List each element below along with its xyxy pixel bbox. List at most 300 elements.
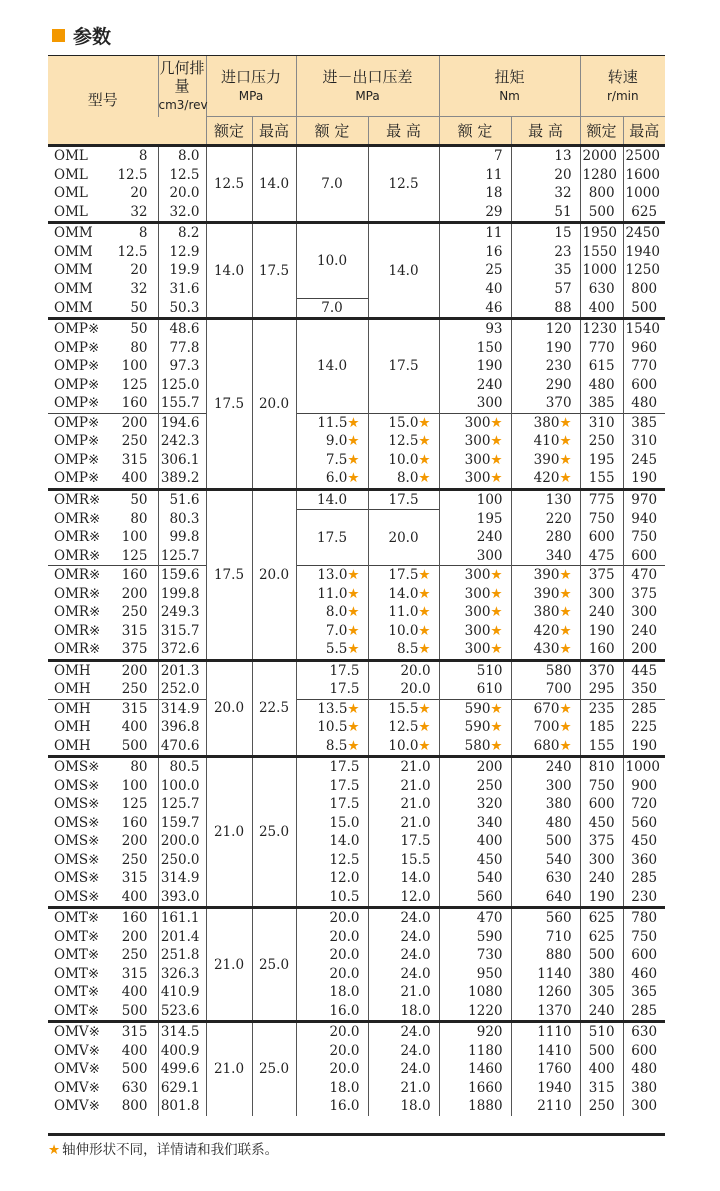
inlet-max: 最高 — [252, 117, 296, 146]
torque-rated-cell: 300★ — [439, 566, 511, 585]
model-cell: OMR※ 100 — [54, 529, 148, 546]
star-icon: ★ — [490, 604, 503, 621]
torque-max-cell: 380★ — [511, 413, 580, 432]
diff-max-cell: 10.0★ — [368, 451, 439, 470]
table-row — [48, 983, 665, 1002]
star-icon: ★ — [490, 585, 503, 602]
displacement-cell: 200.0 — [158, 832, 206, 851]
speed-rated-cell: 1550 — [580, 243, 623, 262]
inlet-rated-cell: 21.0 — [206, 908, 252, 1022]
torque-rated-cell: 400 — [439, 832, 511, 851]
diff-rated-cell: 17.5 — [296, 795, 368, 814]
speed-max-cell: 630 — [623, 1022, 665, 1042]
displacement-cell: 125.0 — [158, 376, 206, 395]
speed-max-cell: 750 — [623, 528, 665, 547]
diff-rated-cell: 20.0 — [296, 946, 368, 965]
speed-max-cell: 560 — [623, 814, 665, 833]
torque-max-cell: 480 — [511, 814, 580, 833]
displacement-cell: 32.0 — [158, 203, 206, 223]
speed-max-cell: 285 — [623, 869, 665, 888]
star-icon: ★ — [559, 585, 572, 602]
table-row — [48, 469, 665, 489]
torque-rated-cell: 730 — [439, 946, 511, 965]
diff-max-cell: 24.0 — [368, 1060, 439, 1079]
inlet-rated-cell: 17.5 — [206, 319, 252, 490]
speed-rated-cell: 370 — [580, 660, 623, 680]
torque-rated-cell: 190 — [439, 357, 511, 376]
star-icon: ★ — [559, 641, 572, 658]
speed-rated-cell: 185 — [580, 718, 623, 737]
model-cell: OMS※ 200 — [54, 833, 148, 850]
diff-rated-cell: 11.5★ — [296, 413, 368, 432]
speed-rated-cell: 250 — [580, 432, 623, 451]
inlet-max-cell: 22.5 — [252, 660, 296, 757]
model-cell: OMP※ 80 — [54, 339, 148, 356]
diff-rated-cell: 10.5 — [296, 888, 368, 908]
displacement-cell: 50.3 — [158, 298, 206, 319]
torque-max-cell: 190 — [511, 339, 580, 358]
speed-rated-cell: 235 — [580, 699, 623, 718]
speed-max-cell: 2500 — [623, 146, 665, 166]
diff-max-cell: 21.0 — [368, 814, 439, 833]
diff-max-cell: 17.5★ — [368, 566, 439, 585]
diff-max-cell: 14.0★ — [368, 585, 439, 604]
table-bottom-rule — [48, 1133, 665, 1136]
displacement-cell: 194.6 — [158, 413, 206, 432]
inlet-max-cell: 20.0 — [252, 319, 296, 490]
inlet-rated-cell: 17.5 — [206, 489, 252, 660]
speed-rated-cell: 510 — [580, 1022, 623, 1042]
speed-max-cell: 1940 — [623, 243, 665, 262]
diff-rated-cell: 18.0 — [296, 983, 368, 1002]
model-cell: OMV※ 500 — [54, 1061, 148, 1078]
model-cell: OMV※ 400 — [54, 1042, 148, 1059]
torque-max-cell: 680★ — [511, 737, 580, 757]
model-cell: OMP※ 50 — [48, 319, 158, 339]
table-row — [48, 1060, 665, 1079]
displacement-cell: 249.3 — [158, 603, 206, 622]
torque-rated-cell: 1220 — [439, 1002, 511, 1022]
speed-rated-cell: 770 — [580, 339, 623, 358]
table-row — [48, 1097, 665, 1116]
torque-max-cell: 120 — [511, 319, 580, 339]
model-cell: OMM 8 — [48, 223, 158, 243]
torque-rated-cell: 300★ — [439, 469, 511, 489]
diff-rated-cell: 8.5★ — [296, 737, 368, 757]
torque-max-cell: 640 — [511, 888, 580, 908]
star-icon: ★ — [559, 604, 572, 621]
diff-rated-cell: 20.0 — [296, 965, 368, 984]
displacement-cell: 314.9 — [158, 699, 206, 718]
speed-max-cell: 470 — [623, 566, 665, 585]
footnote-text: 轴伸形状不同，详情请和我们联系。 — [62, 1142, 279, 1158]
torque-rated-cell: 300 — [439, 547, 511, 566]
torque-rated-cell: 1460 — [439, 1060, 511, 1079]
star-icon: ★ — [559, 433, 572, 450]
diff-max-cell: 15.5★ — [368, 699, 439, 718]
table-row — [48, 622, 665, 641]
model-cell: OMP※ 250 — [54, 433, 148, 450]
speed-max-cell: 1250 — [623, 261, 665, 280]
torque-max-cell: 390★ — [511, 451, 580, 470]
torque-max-cell: 1370 — [511, 1002, 580, 1022]
table-row — [48, 699, 665, 718]
model-cell: OMH 500 — [54, 737, 148, 754]
table-body — [48, 146, 665, 1116]
speed-rated-cell: 400 — [580, 298, 623, 319]
speed-max-cell: 900 — [623, 777, 665, 796]
torque-max-cell: 15 — [511, 223, 580, 243]
speed-max-cell: 970 — [623, 489, 665, 510]
diff-max-cell: 21.0 — [368, 777, 439, 796]
speed-max-cell: 380 — [623, 1079, 665, 1098]
torque-rated-cell: 560 — [439, 888, 511, 908]
table-row — [48, 832, 665, 851]
diff-max-cell: 12.0 — [368, 888, 439, 908]
inlet-max-cell: 20.0 — [252, 489, 296, 660]
speed-max-cell: 310 — [623, 432, 665, 451]
model-cell: OML 32 — [54, 203, 148, 220]
star-icon: ★ — [347, 451, 360, 468]
torque-rated-cell: 610 — [439, 680, 511, 699]
model-cell: OMV※ 315 — [48, 1022, 158, 1042]
torque-rated-cell: 240 — [439, 376, 511, 395]
diff-rated-cell: 14.0 — [296, 319, 368, 414]
torque-max-cell: 370 — [511, 394, 580, 413]
torque-rated-cell: 590 — [439, 928, 511, 947]
col-torque: 扭矩 Nm — [439, 56, 580, 117]
diff-rated-cell: 5.5★ — [296, 640, 368, 660]
torque-rated-cell: 250 — [439, 777, 511, 796]
speed-max-cell: 500 — [623, 298, 665, 319]
torque-rated-cell: 540 — [439, 869, 511, 888]
table-row — [48, 737, 665, 757]
displacement-cell: 97.3 — [158, 357, 206, 376]
footnote — [48, 1138, 278, 1158]
speed-rated-cell: 500 — [580, 1042, 623, 1061]
diff-max-cell: 14.0 — [368, 869, 439, 888]
table-row — [48, 223, 665, 243]
torque-max-cell: 560 — [511, 908, 580, 928]
speed-max-cell: 600 — [623, 547, 665, 566]
star-icon: ★ — [559, 700, 572, 717]
star-icon: ★ — [347, 700, 360, 717]
displacement-cell: 629.1 — [158, 1079, 206, 1098]
diff-rated-cell: 13.5★ — [296, 699, 368, 718]
torque-rated-cell: 300★ — [439, 413, 511, 432]
table-row — [48, 640, 665, 660]
model-cell: OMT※ 200 — [54, 928, 148, 945]
torque-max-cell: 2110 — [511, 1097, 580, 1116]
displacement-cell: 326.3 — [158, 965, 206, 984]
diff-rated-cell: 16.0 — [296, 1097, 368, 1116]
speed-rated-cell: 160 — [580, 640, 623, 660]
star-icon: ★ — [347, 737, 360, 754]
diff-max-cell: 18.0 — [368, 1002, 439, 1022]
speed-rated-cell: 630 — [580, 280, 623, 299]
torque-max-cell: 290 — [511, 376, 580, 395]
star-icon: ★ — [559, 567, 572, 584]
torque-max-cell: 630 — [511, 869, 580, 888]
star-icon: ★ — [490, 719, 503, 736]
torque-max-cell: 230 — [511, 357, 580, 376]
speed-max-cell: 780 — [623, 908, 665, 928]
speed-max-cell: 1000 — [623, 184, 665, 203]
torque-rated-cell: 100 — [439, 489, 511, 510]
model-cell: OMP※ 200 — [48, 413, 158, 432]
star-icon: ★ — [418, 604, 431, 621]
torque-max-cell: 390★ — [511, 585, 580, 604]
torque-rated-cell: 320 — [439, 795, 511, 814]
diff-rated-cell: 17.5 — [296, 757, 368, 777]
model-cell: OMS※ 100 — [54, 777, 148, 794]
diff-max-cell: 21.0 — [368, 757, 439, 777]
displacement-cell: 306.1 — [158, 451, 206, 470]
displacement-cell: 31.6 — [158, 280, 206, 299]
displacement-cell: 252.0 — [158, 680, 206, 699]
star-icon: ★ — [490, 737, 503, 754]
displacement-unit: cm3/rev — [158, 98, 208, 113]
star-icon: ★ — [559, 622, 572, 639]
table-row — [48, 298, 665, 319]
speed-rated-cell: 295 — [580, 680, 623, 699]
model-cell: OMR※ 160 — [48, 566, 158, 585]
diff-max-cell: 24.0 — [368, 965, 439, 984]
star-icon: ★ — [559, 414, 572, 431]
torque-rated-cell: 300★ — [439, 622, 511, 641]
diff-max-cell: 24.0 — [368, 908, 439, 928]
torque-rated-cell: 580★ — [439, 737, 511, 757]
star-icon: ★ — [347, 641, 360, 658]
diff-rated-cell: 20.0 — [296, 928, 368, 947]
diff-max-cell: 12.5★ — [368, 432, 439, 451]
table-row — [48, 680, 665, 699]
speed-max-cell: 200 — [623, 640, 665, 660]
speed-max-cell: 285 — [623, 699, 665, 718]
diff-rated-cell: 7.0 — [296, 298, 368, 319]
table-row — [48, 928, 665, 947]
torque-rated-cell: 11 — [439, 223, 511, 243]
torque-rated-cell: 300★ — [439, 640, 511, 660]
diff-rated-cell: 14.0 — [296, 489, 368, 510]
model-cell: OMR※ 250 — [54, 604, 148, 621]
torque-max-cell: 1260 — [511, 983, 580, 1002]
displacement-cell: 125.7 — [158, 795, 206, 814]
torque-rated-cell: 93 — [439, 319, 511, 339]
displacement-cell: 159.7 — [158, 814, 206, 833]
model-cell: OML 12.5 — [54, 166, 148, 183]
star-icon: ★ — [490, 433, 503, 450]
torque-max-cell: 580 — [511, 660, 580, 680]
displacement-cell: 199.8 — [158, 585, 206, 604]
star-icon: ★ — [418, 567, 431, 584]
speed-max-cell: 190 — [623, 737, 665, 757]
speed-rated-cell: 600 — [580, 795, 623, 814]
diff-max-cell: 24.0 — [368, 946, 439, 965]
diff-rated-cell: 12.5 — [296, 851, 368, 870]
speed-rated-cell: 315 — [580, 1079, 623, 1098]
inlet-rated-cell: 20.0 — [206, 660, 252, 757]
displacement-cell: 410.9 — [158, 983, 206, 1002]
torque-rated-cell: 150 — [439, 339, 511, 358]
speed-max-cell: 460 — [623, 965, 665, 984]
diff-max-cell: 8.0★ — [368, 469, 439, 489]
model-cell: OMR※ 200 — [54, 585, 148, 602]
model-cell: OMV※ 800 — [54, 1098, 148, 1115]
speed-max-cell: 1600 — [623, 166, 665, 185]
model-cell: OMH 250 — [54, 681, 148, 698]
torque-rated-cell: 200 — [439, 757, 511, 777]
speed-rated-cell: 385 — [580, 394, 623, 413]
model-cell: OML 20 — [54, 185, 148, 202]
speed-rated-cell: 380 — [580, 965, 623, 984]
diff-max-cell: 14.0 — [368, 223, 439, 319]
torque-max-cell: 1940 — [511, 1079, 580, 1098]
table-row — [48, 510, 665, 529]
star-icon: ★ — [490, 641, 503, 658]
model-cell: OMT※ 500 — [54, 1002, 148, 1019]
model-cell: OMM 12.5 — [54, 243, 148, 260]
diff-rated-cell: 6.0★ — [296, 469, 368, 489]
speed-rated-cell: 375 — [580, 566, 623, 585]
star-icon: ★ — [418, 414, 431, 431]
inlet-max-cell: 25.0 — [252, 757, 296, 908]
displacement-cell: 8.0 — [158, 146, 206, 166]
star-icon: ★ — [347, 604, 360, 621]
table-row — [48, 432, 665, 451]
speed-max-cell: 940 — [623, 510, 665, 529]
torque-max-cell: 32 — [511, 184, 580, 203]
speed-rated-cell: 1000 — [580, 261, 623, 280]
speed-max-cell: 190 — [623, 469, 665, 489]
star-icon: ★ — [347, 622, 360, 639]
inlet-rated-cell: 14.0 — [206, 223, 252, 319]
torque-max-cell: 13 — [511, 146, 580, 166]
page-title: 参数 — [73, 25, 112, 48]
torque-rated-cell: 470 — [439, 908, 511, 928]
torque-max-cell: 410★ — [511, 432, 580, 451]
displacement-cell: 77.8 — [158, 339, 206, 358]
displacement-cell: 201.3 — [158, 660, 206, 680]
displacement-cell: 51.6 — [158, 489, 206, 510]
speed-max-cell: 285 — [623, 1002, 665, 1022]
diff-rated-cell: 16.0 — [296, 1002, 368, 1022]
star-icon: ★ — [418, 641, 431, 658]
speed-rated-cell: 2000 — [580, 146, 623, 166]
diff-max-cell: 11.0★ — [368, 603, 439, 622]
speed-max-cell: 300 — [623, 1097, 665, 1116]
diff-max-cell: 24.0 — [368, 928, 439, 947]
table-row — [48, 660, 665, 680]
speed-max-cell: 480 — [623, 1060, 665, 1079]
displacement-cell: 393.0 — [158, 888, 206, 908]
speed-rated-cell: 775 — [580, 489, 623, 510]
model-cell: OMP※ 400 — [54, 470, 148, 487]
torque-rated-cell: 40 — [439, 280, 511, 299]
speed-rated-cell: 300 — [580, 851, 623, 870]
diff-rated-cell: 10.0 — [296, 223, 368, 299]
model-cell: OMM 20 — [54, 262, 148, 279]
diff-max-cell: 17.5 — [368, 832, 439, 851]
diff-rated-cell: 17.5 — [296, 660, 368, 680]
speed-rated-cell: 400 — [580, 1060, 623, 1079]
star-icon: ★ — [559, 451, 572, 468]
torque-rated-cell: 7 — [439, 146, 511, 166]
torque-max-cell: 1410 — [511, 1042, 580, 1061]
diff-max-cell: 18.0 — [368, 1097, 439, 1116]
torque-rated-cell: 1880 — [439, 1097, 511, 1116]
torque-max-cell: 430★ — [511, 640, 580, 660]
diff-rated-cell: 7.0 — [296, 146, 368, 223]
table-row — [48, 1022, 665, 1042]
star-icon: ★ — [490, 700, 503, 717]
speed-max-cell: 350 — [623, 680, 665, 699]
star-icon: ★ — [347, 567, 360, 584]
speed-max-cell: 2450 — [623, 223, 665, 243]
speed-rated-cell: 155 — [580, 469, 623, 489]
torque-max-cell: 20 — [511, 166, 580, 185]
speed-max-cell: 600 — [623, 946, 665, 965]
displacement-cell: 155.7 — [158, 394, 206, 413]
table-row — [48, 319, 665, 339]
speed-rated-cell: 810 — [580, 757, 623, 777]
displacement-cell: 314.9 — [158, 869, 206, 888]
displacement-cell: 470.6 — [158, 737, 206, 757]
table-row — [48, 413, 665, 432]
model-cell: OMS※ 125 — [54, 796, 148, 813]
speed-max: 最高 — [623, 117, 665, 146]
table-row — [48, 946, 665, 965]
model-cell: OMT※ 400 — [54, 984, 148, 1001]
diff-max-cell: 21.0 — [368, 1079, 439, 1098]
diff-rated-cell: 15.0 — [296, 814, 368, 833]
star-icon: ★ — [418, 451, 431, 468]
torque-max-cell: 240 — [511, 757, 580, 777]
torque-max-cell: 540 — [511, 851, 580, 870]
torque-max-cell: 380★ — [511, 603, 580, 622]
speed-max-cell: 625 — [623, 203, 665, 223]
speed-max-cell: 600 — [623, 1042, 665, 1061]
speed-max-cell: 445 — [623, 660, 665, 680]
speed-rated-cell: 480 — [580, 376, 623, 395]
diff-rated-cell: 20.0 — [296, 1042, 368, 1061]
diff-rated-cell: 20.0 — [296, 1022, 368, 1042]
torque-rated-cell: 1080 — [439, 983, 511, 1002]
displacement-cell: 801.8 — [158, 1097, 206, 1116]
diff-max-cell: 24.0 — [368, 1042, 439, 1061]
table-row — [48, 146, 665, 166]
model-cell: OMR※ 375 — [54, 641, 148, 658]
table-row — [48, 451, 665, 470]
speed-max-cell: 365 — [623, 983, 665, 1002]
speed-max-cell: 960 — [623, 339, 665, 358]
displacement-cell: 251.8 — [158, 946, 206, 965]
diff-rated: 额 定 — [296, 117, 368, 146]
speed-max-cell: 375 — [623, 585, 665, 604]
displacement-cell: 396.8 — [158, 718, 206, 737]
torque-max-cell: 23 — [511, 243, 580, 262]
table-row — [48, 814, 665, 833]
speed-rated-cell: 600 — [580, 528, 623, 547]
model-cell: OML 8 — [54, 148, 148, 165]
diff-rated-cell: 11.0★ — [296, 585, 368, 604]
displacement-cell: 161.1 — [158, 908, 206, 928]
model-cell: OMH 315 — [48, 699, 158, 718]
torque-rated-cell: 16 — [439, 243, 511, 262]
speed-max-cell: 800 — [623, 280, 665, 299]
model-cell: OMR※ 80 — [54, 510, 148, 527]
displacement-cell: 80.5 — [158, 757, 206, 777]
